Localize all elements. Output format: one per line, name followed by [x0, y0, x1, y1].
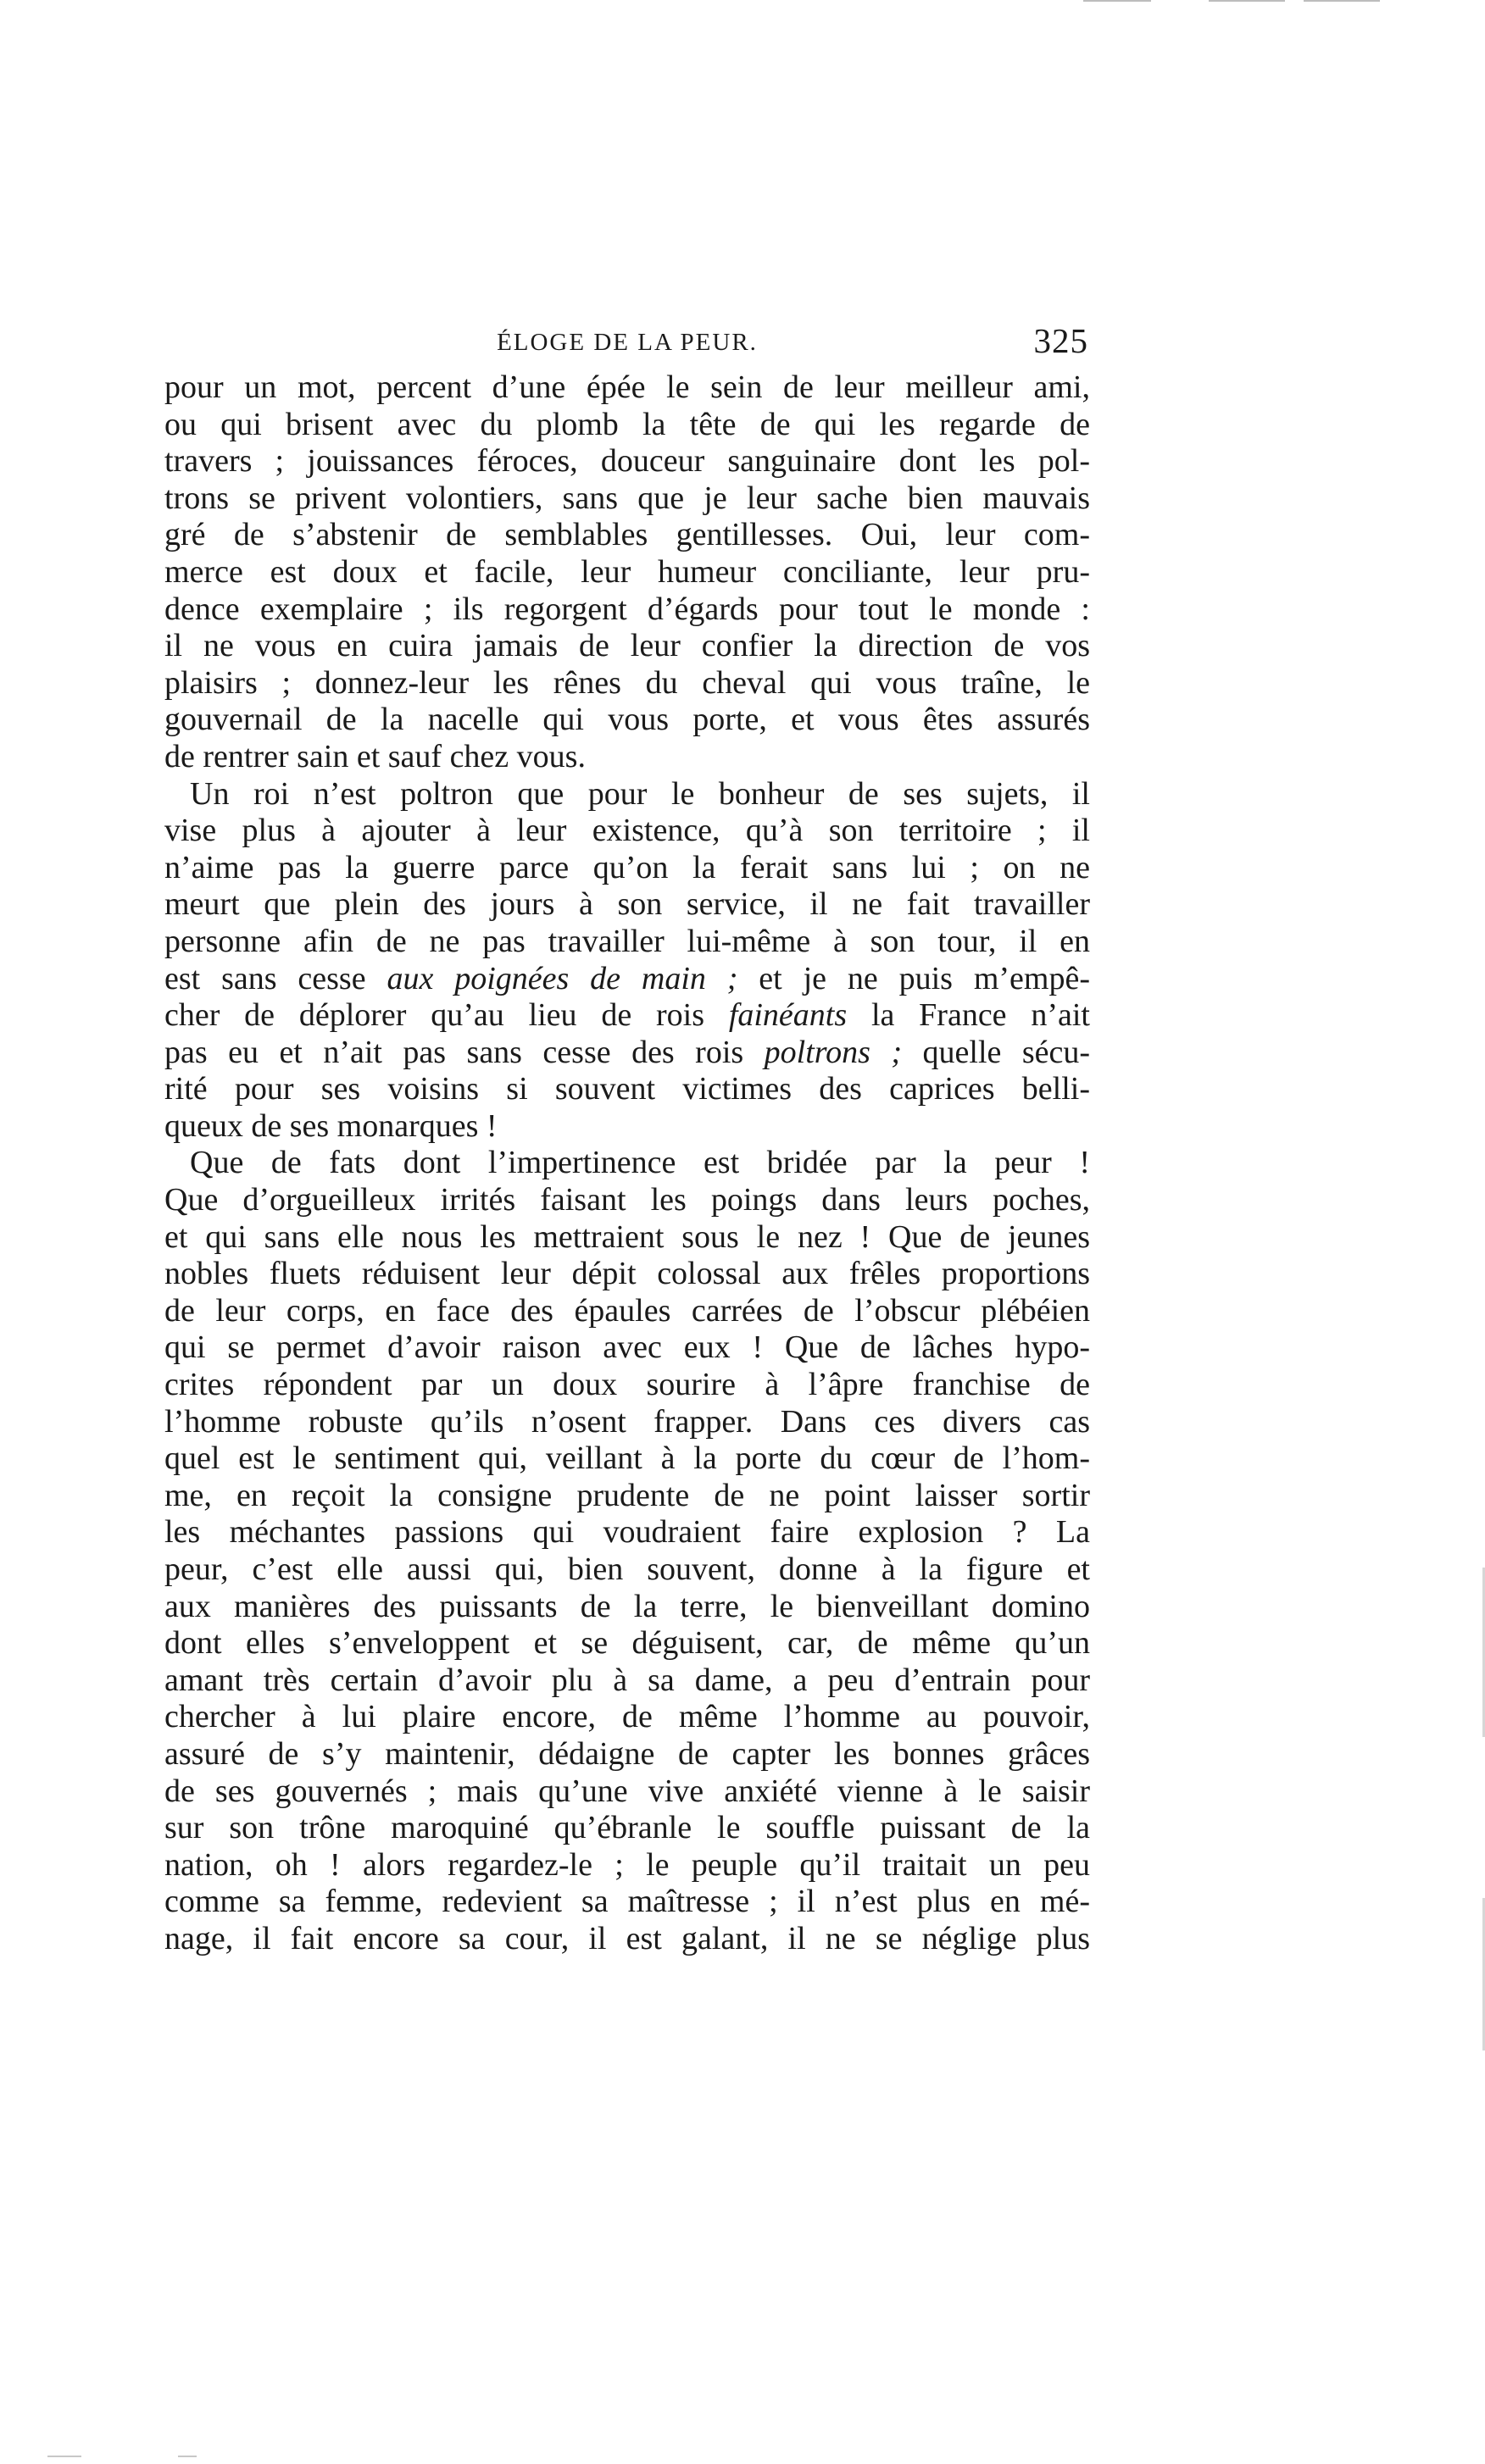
text-line: nobles fluets réduisent leur dépit colossal aux frêles proportions — [164, 1256, 1090, 1292]
text-line: amant très certain d’avoir plu à sa dame, a peu d’entrain pour — [164, 1662, 1090, 1698]
text-line: trons se privent volontiers, sans que je leur sache bien mauvais — [164, 480, 1090, 516]
running-head — [166, 320, 1088, 371]
text-line: crites répondent par un doux sourire à l’âpre franchise de — [164, 1367, 1090, 1403]
text-line: de ses gouvernés ; mais qu’une vive anxiété vienne à le saisir — [164, 1773, 1090, 1809]
line-segment: est sans cesse — [164, 960, 387, 996]
text-line: les méchantes passions qui voudraient faire explosion ? La — [164, 1514, 1090, 1551]
text-line: dont elles s’enveloppent et se déguisent, car, de même qu’un — [164, 1625, 1090, 1662]
text-line: me, en reçoit la consigne prudente de ne point laisser sortir — [164, 1477, 1090, 1513]
text-line: il ne vous en cuira jamais de leur confier la direction de vos — [164, 628, 1090, 664]
text-line: n’aime pas la guerre parce qu’on la ferait sans lui ; on ne — [164, 849, 1090, 885]
line-segment: quelle sécu- — [902, 1034, 1090, 1070]
body-text — [164, 369, 1090, 1958]
text-line: vise plus à ajouter à leur existence, qu’à son territoire ; il — [164, 813, 1090, 849]
line-segment: cher de déplorer qu’au lieu de rois — [164, 997, 729, 1034]
paragraph-end-line: queux de ses monarques ! — [164, 1107, 498, 1144]
text-line: et qui sans elle nous les mettraient sous le nez ! Que de jeunes — [164, 1218, 1090, 1255]
text-line: chercher à lui plaire encore, de même l’homme au pouvoir, — [164, 1699, 1090, 1735]
text-line: merce est doux et facile, leur humeur conciliante, leur pru- — [164, 553, 1090, 590]
italic-phrase: poltrons ; — [764, 1034, 903, 1070]
scan-artifact-line — [1083, 0, 1151, 2]
text-line: nation, oh ! alors regardez-le ; le peuple qu’il traitait un peu — [164, 1846, 1090, 1883]
text-line: quel est le sentiment qui, veillant à la porte du cœur de l’hom- — [164, 1440, 1090, 1477]
scan-artifact-line — [1304, 0, 1380, 2]
text-line: dence exemplaire ; ils regorgent d’égards pour tout le monde : — [164, 591, 1090, 627]
text-line: de leur corps, en face des épaules carrées de l’obscur plébéien — [164, 1292, 1090, 1329]
text-line — [164, 961, 1090, 998]
text-line: comme sa femme, redevient sa maîtresse ; il n’est plus en mé- — [164, 1884, 1090, 1920]
text-line: personne afin de ne pas travailler lui-même à son tour, il en — [164, 923, 1090, 959]
text-line: ou qui brisent avec du plomb la tête de qui les regarde de — [164, 406, 1090, 442]
text-line: meurt que plein des jours à son service, il ne fait travailler — [164, 886, 1090, 923]
paragraph-start-line: Un roi n’est poltron que pour le bonheur de ses sujets, il — [190, 775, 1090, 812]
scan-artifact-line — [178, 2456, 197, 2457]
text-line: gré de s’abstenir de semblables gentillesses. Oui, leur com- — [164, 517, 1090, 553]
text-line: rité pour ses voisins si souvent victimes des caprices belli- — [164, 1071, 1090, 1107]
paragraph-start-line: Que de fats dont l’impertinence est bridée par la peur ! — [190, 1145, 1090, 1181]
text-line — [164, 1035, 1090, 1072]
text-line: aux manières des puissants de la terre, le bienveillant domino — [164, 1588, 1090, 1624]
text-line: gouvernail de la nacelle qui vous porte, et vous êtes assurés — [164, 702, 1090, 738]
text-line: l’homme robuste qu’ils n’osent frapper. Dans ces divers cas — [164, 1403, 1090, 1440]
page-number: 325 — [1033, 321, 1088, 360]
text-line: travers ; jouissances féroces, douceur sanguinaire dont les pol- — [164, 443, 1090, 480]
text-line: pour un mot, percent d’une épée le sein de leur meilleur ami, — [164, 369, 1090, 405]
scan-artifact-line — [47, 2456, 81, 2457]
text-line: assuré de s’y maintenir, dédaigne de capter les bonnes grâces — [164, 1735, 1090, 1772]
text-line: Que d’orgueilleux irrités faisant les poings dans leurs poches, — [164, 1182, 1090, 1218]
italic-phrase: aux poignées de main ; — [387, 960, 738, 996]
text-line: plaisirs ; donnez-leur les rênes du cheval qui vous traîne, le — [164, 664, 1090, 701]
line-segment: et je ne puis m’empê- — [737, 960, 1090, 996]
text-line: sur son trône maroquiné qu’ébranle le souffle puissant de la — [164, 1810, 1090, 1846]
scan-artifact-line — [1209, 0, 1285, 2]
text-line: nage, il fait encore sa cour, il est galant, il ne se néglige plus — [164, 1920, 1090, 1956]
italic-phrase: fainéants — [728, 997, 848, 1034]
text-line: qui se permet d’avoir raison avec eux ! Que de lâches hypo- — [164, 1329, 1090, 1366]
paragraph-end-line: de rentrer sain et sauf chez vous. — [164, 738, 586, 774]
text-line: peur, c’est elle aussi qui, bien souvent, donne à la figure et — [164, 1551, 1090, 1587]
text-line — [164, 997, 1090, 1035]
line-segment: pas eu et n’ait pas sans cesse des rois — [164, 1034, 765, 1070]
line-segment: la France n’ait — [847, 997, 1090, 1034]
running-title: ÉLOGE DE LA PEUR. — [497, 329, 758, 356]
